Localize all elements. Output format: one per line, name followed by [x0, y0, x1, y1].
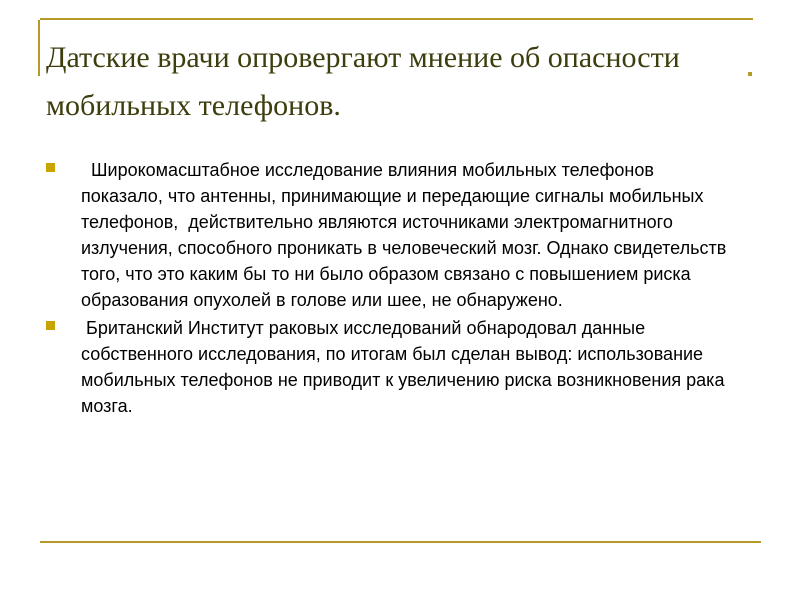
bottom-rule: [40, 541, 761, 543]
left-rule: [38, 20, 40, 76]
corner-accent: [748, 72, 752, 76]
bullet-list: [44, 157, 734, 421]
bullet-item-2: [44, 315, 734, 419]
square-bullet-icon: [46, 321, 55, 330]
bullet-text: Широкомасштабное исследование влияния мобильных телефонов показало, что антенны, принимающие и передающие сигналы мобильных телефонов, действительно являются источниками электромагнитного излучения, способного проникать в человеческий мозг. Однако свидетельств того, что это каким бы то ни было образом связано с повышением риска образования опухолей в голове или шее, не обнаружено.: [81, 160, 732, 310]
bullet-text: Британский Институт раковых исследований обнародовал данные собственного исследования, по итогам был сделан вывод: использование мобильных телефонов не приводит к увеличению риска возникновения рака мозга.: [81, 318, 730, 416]
slide-title: Датские врачи опровергают мнение об опасности мобильных телефонов.: [46, 41, 680, 122]
bullet-item-1: [44, 157, 734, 313]
square-bullet-icon: [46, 163, 55, 172]
top-rule: [40, 18, 753, 20]
